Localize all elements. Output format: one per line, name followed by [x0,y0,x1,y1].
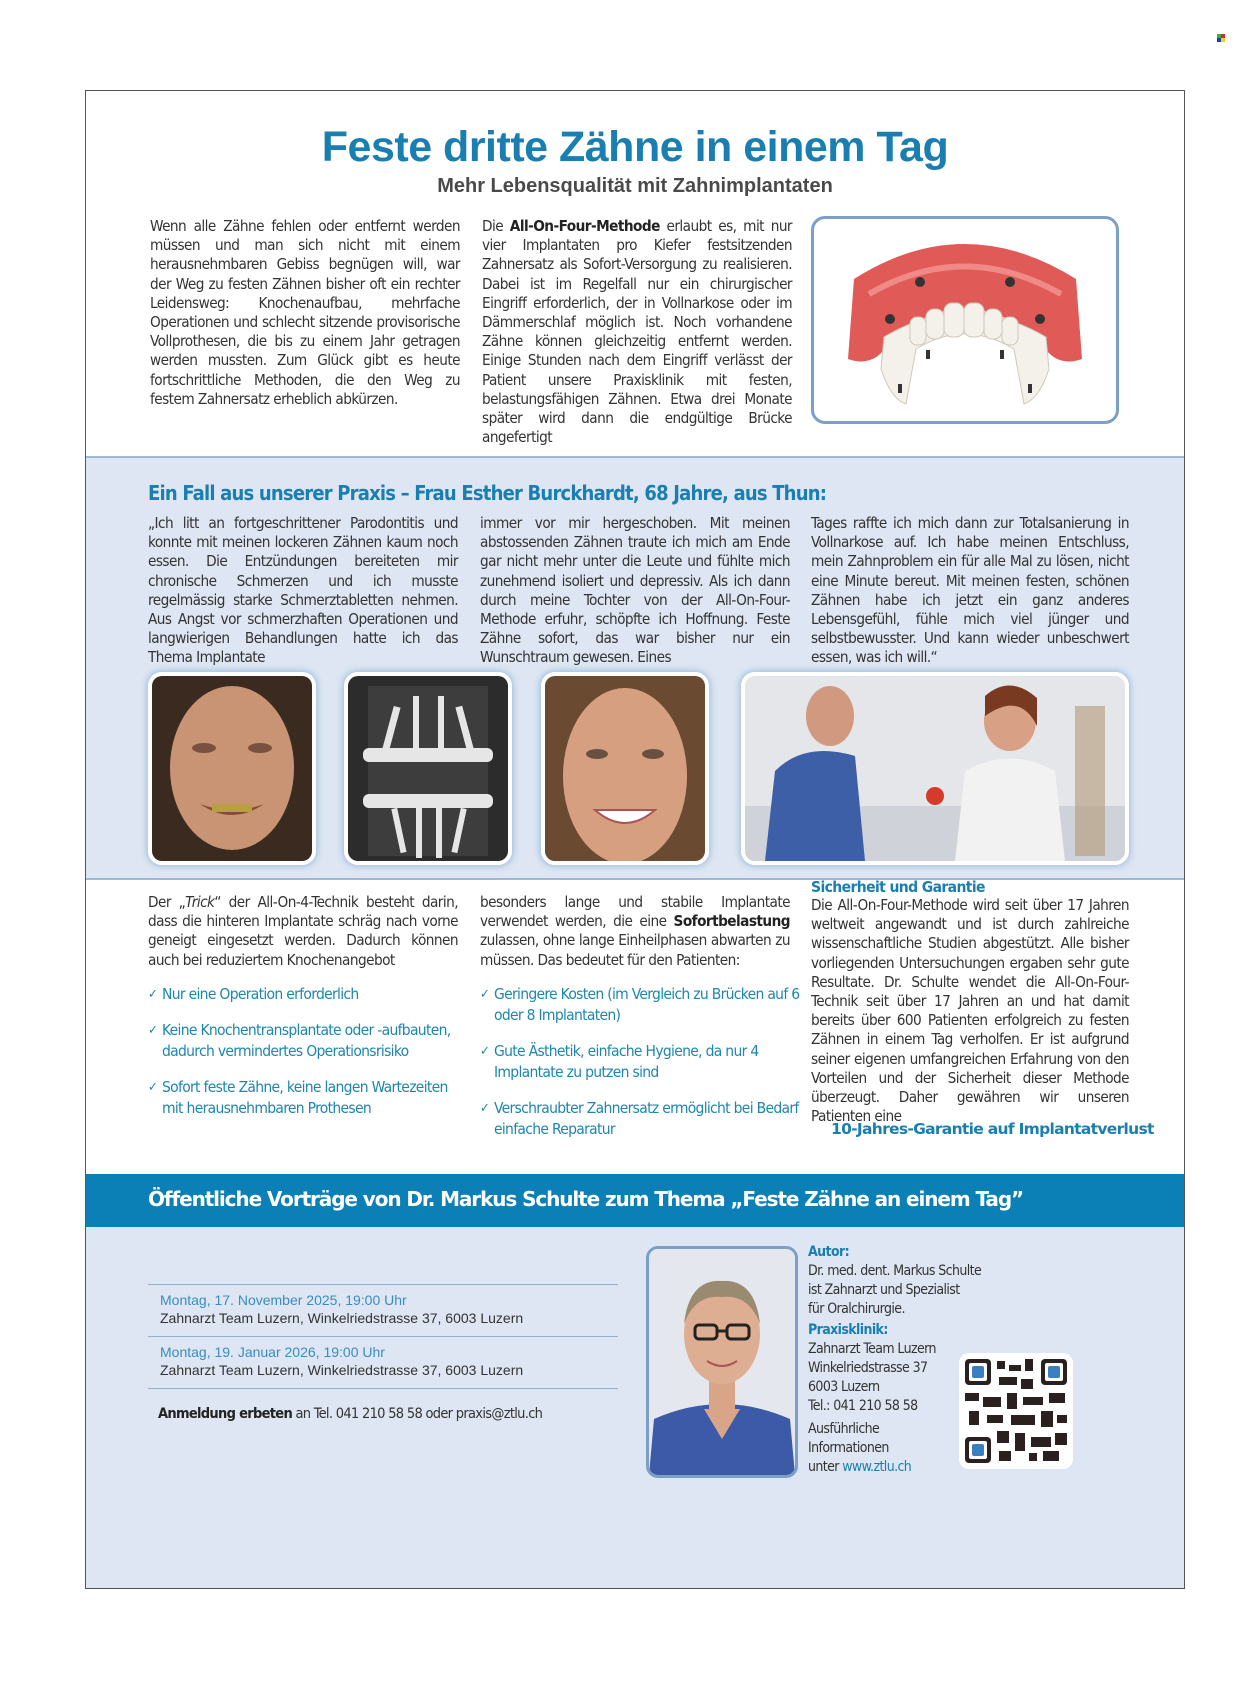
xray-photo [344,672,512,865]
patient-after-photo [541,672,709,865]
technique-paragraph-1 [148,893,458,970]
check-icon: ✓ [148,1023,158,1038]
intro-text: erlaubt es, mit nur vier Implantaten pro Kiefer festsitzenden Zahnersatz als Sofort-Versorgung zu realisieren. Dabei ist im Regelfall nur ein chirurgischer Eingriff erforderlich, der in Vollnarkose oder im Dämmerschlaf möglich ist. Noch vorhandene Zähne können gleichzeitig entfernt werden. Einige Stunden nach dem Eingriff verlässt der Patient unsere Praxisklinik mit festen, belastungsfähigen Zähnen. Etwa drei Monate später wird dann die endgültige Brücke angefertigt [482,217,792,447]
event-location: Zahnarzt Team Luzern, Winkelriedstrasse 37, 6003 Luzern [160,1310,524,1326]
intro-text: Die [482,217,510,235]
benefit-item [480,1098,800,1140]
check-icon: ✓ [480,1044,490,1059]
qr-code-icon [959,1353,1073,1469]
qr-code[interactable] [959,1353,1073,1469]
check-icon: ✓ [148,1080,158,1095]
technique-text: “ der All-On-4-Technik besteht darin, dass die hinteren Implantate schräg nach vorne geneigt eingesetzt werden. Dadurch können auch bei reduziertem Knochenangebot [148,893,458,969]
lecture-event [148,1336,618,1389]
doctor-portrait-icon [649,1249,795,1475]
dental-bridge-image [811,216,1119,424]
doctor-portrait-photo [646,1246,798,1478]
testimonial-col-3: Tages raffte ich mich dann zur Totalsanierung in Vollnarkose auf. Ich habe meinen Entschluss, mein Zahnproblem ein für alle Mal zu lösen, nicht eine Minute bereut. Mit meinen festen, schönen Zähnen habe ich jetzt ein ganz anderes Lebensgefühl, fühle mich viel jünger und selbstbewusster. Und kann wieder unbeschwert essen, was ich will.“ [811,514,1129,667]
clinic-phone: Tel.: 041 210 58 58 [808,1398,918,1414]
event-date: Montag, 19. Januar 2026, 19:00 Uhr [160,1344,385,1360]
more-info-line: Informationen [808,1440,889,1456]
registration-contact: an Tel. 041 210 58 58 oder praxis@ztlu.ch [292,1406,543,1422]
check-icon: ✓ [148,987,158,1002]
registration-note [158,1406,542,1422]
method-name: All-On-Four-Methode [509,217,660,235]
safety-title: Sicherheit und Garantie [811,878,985,896]
trick-word: Trick [185,893,215,911]
website-link[interactable]: www.ztlu.ch [842,1459,912,1475]
immediate-loading-term: Sofortbelastung [673,912,790,931]
benefit-item [148,1020,468,1062]
technique-text: zulassen, ohne lange Einheilphasen abwarten zu müssen. Das bedeutet für den Patienten: [480,931,790,969]
benefit-text: Sofort feste Zähne, keine langen Wartezeiten mit herausnehmbaren Prothesen [162,1078,448,1117]
technique-text: Der „ [148,893,186,911]
technique-paragraph-2 [480,893,790,970]
clinic-line: 6003 Luzern [808,1379,880,1395]
benefit-text: Gute Ästhetik, einfache Hygiene, da nur 4 Implantate zu putzen sind [494,1042,759,1081]
intro-paragraph-1: Wenn alle Zähne fehlen oder entfernt werden müssen und man sich nicht mit einem herausnehmbaren Gebiss begnügen will, war der Weg zu festen Zähnen bisher oft ein rechter Leidensweg: Knochenaufbau, mehrfache Operationen und schlecht sitzende provisorische Vollprothesen, die bis zu einem Jahr getragen werden mussten. Zum Glück gibt es heute fortschrittliche Methoden, die den Weg zu festem Zahnersatz erheblich abkürzen. [150,217,460,408]
author-info [808,1243,981,1477]
safety-paragraph: Die All-On-Four-Methode wird seit über 17 Jahren weltweit angewandt und ist durch zahlreiche wissenschaftliche Studien abgestützt. Alle bisher vorliegenden Untersuchungen ergaben sehr gute Resultate. Dr. Schulte wendet die All-On-Four-Technik seit über 17 Jahren an und hat damit bereits über 600 Patienten erfolgreich zu festen Zähnen in einem Tag verholfen. Er ist aufgrund seiner eigenen umfangreichen Erfahrung von den Vorteilen und der Sicherheit dieser Methode überzeugt. Daher gewähren wir unseren Patienten eine [811,896,1129,1126]
corner-logo-icon [1217,34,1225,42]
benefit-item [480,984,800,1026]
patient-after-portrait-icon [545,676,705,861]
more-info-prefix: unter [808,1459,843,1475]
technique-text: besonders lange und stabile Implantate verwendet werden, die eine [480,893,790,931]
author-line: ist Zahnarzt und Spezialist [808,1282,960,1298]
benefit-item [148,984,468,1005]
lectures-banner [86,1174,1184,1227]
benefit-text: Verschraubter Zahnersatz ermöglicht bei Bedarf einfache Reparatur [494,1099,799,1138]
benefits-list-2 [480,984,800,1155]
intro-paragraph-2 [482,217,792,447]
doctor-patient-scene-icon [745,676,1125,861]
benefit-item [480,1041,800,1083]
check-icon: ✓ [480,987,490,1002]
author-line: für Oralchirurgie. [808,1301,905,1317]
benefits-list-1 [148,984,468,1134]
more-info-line [808,1458,981,1477]
benefit-item [148,1077,468,1119]
registration-label: Anmeldung erbeten [158,1406,293,1422]
lecture-events-list [148,1284,618,1389]
guarantee-text: 10-Jahres-Garantie auf Implantatverlust [831,1120,1154,1138]
more-info-line: Ausführliche [808,1421,880,1437]
article-page [85,90,1185,1589]
event-date: Montag, 17. November 2025, 19:00 Uhr [160,1292,407,1308]
benefit-text: Keine Knochentransplantate oder -aufbauten, dadurch vermindertes Operationsrisiko [162,1021,451,1060]
lecture-event [148,1284,618,1336]
doctor-with-patient-photo [741,672,1129,865]
page-title: Feste dritte Zähne in einem Tag [321,123,949,171]
author-label: Autor: [808,1244,850,1260]
clinic-line: Winkelriedstrasse 37 [808,1360,928,1376]
check-icon: ✓ [480,1101,490,1116]
page-subtitle: Mehr Lebensqualität mit Zahnimplantaten [437,175,833,197]
clinic-label: Praxisklinik: [808,1322,888,1338]
clinic-line: Zahnarzt Team Luzern [808,1341,936,1357]
testimonial-col-2: immer vor mir hergeschoben. Mit meinen abstossenden Zähnen traute ich mich am Ende gar nicht mehr unter die Leute und fühlte mich zunehmend isoliert und depressiv. Als ich dann durch meine Tochter von der All-On-Four-Methode erfuhr, schöpfte ich Hoffnung. Feste Zähne sofort, das war bisher nur ein Wunschtraum gewesen. Eines [480,514,790,667]
patient-before-photo [148,672,316,865]
dental-bridge-illustration-icon [814,219,1116,421]
lectures-banner-text: Öffentliche Vorträge von Dr. Markus Schulte zum Thema „Feste Zähne an einem Tag” [148,1187,1024,1211]
benefit-text: Nur eine Operation erforderlich [162,985,359,1003]
testimonial-col-1: „Ich litt an fortgeschrittener Parodontitis und konnte mit meinen lockeren Zähnen kaum noch essen. Die Entzündungen bereiteten mir chronische Schmerzen und ich musste regelmässig starke Schmerztabletten nehmen. Aus Angst vor schmerzhaften Operationen und langwierigen Behandlungen hatte ich das Thema Implantate [148,514,458,667]
benefit-text: Geringere Kosten (im Vergleich zu Brücken auf 6 oder 8 Implantaten) [494,985,800,1024]
case-study-title: Ein Fall aus unserer Praxis – Frau Esther Burckhardt, 68 Jahre, aus Thun: [148,481,827,505]
xray-implants-icon [348,676,508,861]
author-line: Dr. med. dent. Markus Schulte [808,1263,982,1279]
patient-before-portrait-icon [152,676,312,861]
event-location: Zahnarzt Team Luzern, Winkelriedstrasse 37, 6003 Luzern [160,1362,524,1378]
